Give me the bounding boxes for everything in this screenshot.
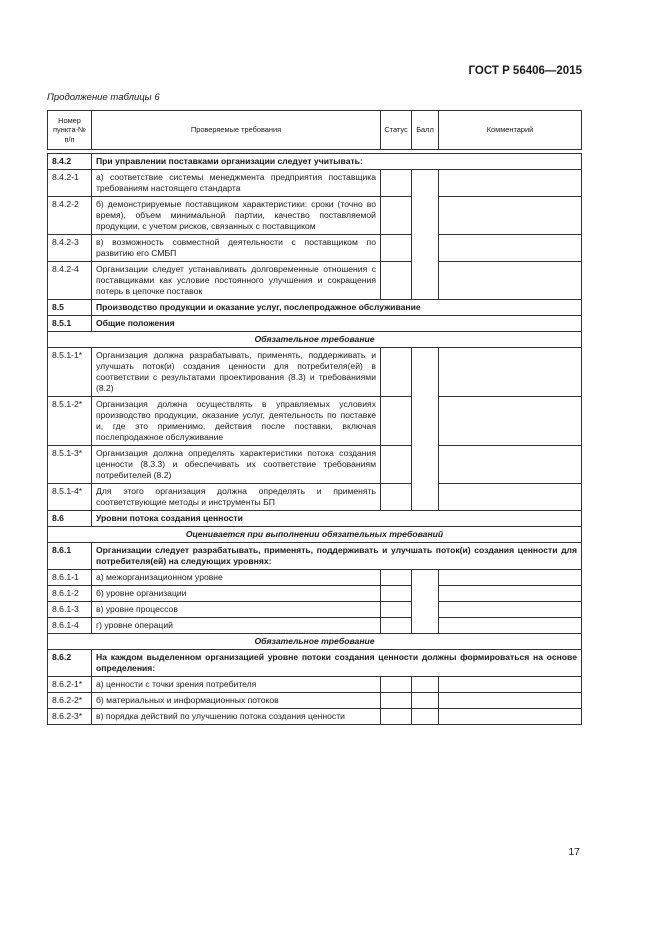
column-header-comments: Комментарий	[439, 111, 582, 150]
clause-number: 8.5.1-4*	[48, 484, 92, 511]
page-number: 17	[568, 846, 580, 858]
score-cell[interactable]	[412, 709, 439, 725]
table-row	[48, 586, 582, 602]
clause-number: 8.5.1	[48, 316, 92, 332]
status-cell[interactable]	[381, 618, 412, 634]
table-row	[48, 634, 582, 650]
comment-cell[interactable]	[439, 397, 582, 446]
clause-number: 8.5.1-2*	[48, 397, 92, 446]
table-row	[48, 602, 582, 618]
clause-number: 8.6.1-2	[48, 586, 92, 602]
requirement-text: б) уровне организации	[92, 586, 381, 602]
status-cell[interactable]	[381, 586, 412, 602]
score-cell[interactable]	[412, 348, 439, 511]
table-row	[48, 197, 582, 235]
clause-number: 8.6.1	[48, 543, 92, 570]
comment-cell[interactable]	[439, 348, 582, 397]
clause-number: 8.6.1-1	[48, 570, 92, 586]
clause-number: 8.4.2-1	[48, 170, 92, 197]
document-id: ГОСТ Р 56406—2015	[468, 65, 582, 77]
clause-number: 8.6.2-1*	[48, 677, 92, 693]
status-cell[interactable]	[381, 446, 412, 484]
status-cell[interactable]	[381, 397, 412, 446]
status-cell[interactable]	[381, 170, 412, 197]
clause-title: Организации следует разрабатывать, применять, поддерживать и улучшать поток(и) создания ценности для потребителя(ей) на следующих уровнях:	[92, 543, 582, 570]
requirement-text: а) соответствие системы менеджмента предприятия поставщика требованиям настоящего стандарта	[92, 170, 381, 197]
table-row	[48, 397, 582, 446]
table-row	[48, 618, 582, 634]
mandatory-requirement-label: Обязательное требование	[48, 332, 582, 348]
clause-title: Производство продукции и оказание услуг, послепродажное обслуживание	[92, 300, 582, 316]
status-cell[interactable]	[381, 348, 412, 397]
comment-cell[interactable]	[439, 197, 582, 235]
score-cell[interactable]	[412, 570, 439, 634]
table-row	[48, 511, 582, 527]
clause-number: 8.6.1-4	[48, 618, 92, 634]
table-row	[48, 332, 582, 348]
clause-number: 8.6	[48, 511, 92, 527]
table-row	[48, 316, 582, 332]
requirement-text: Организация должна осуществлять в управляемых условиях производство продукции, оказание услуг, деятельность по поставке и, где это применимо, действия после поставки, включая послепродажное обслуживание	[92, 397, 381, 446]
mandatory-requirement-label: Обязательное требование	[48, 634, 582, 650]
clause-number: 8.6.2-2*	[48, 693, 92, 709]
column-header-number: Номер пункта-№ п/п	[48, 111, 92, 150]
table-header-row	[48, 111, 582, 150]
table-row	[48, 235, 582, 262]
column-header-score: Балл	[412, 111, 439, 150]
clause-number: 8.4.2	[48, 154, 92, 170]
clause-number: 8.4.2-2	[48, 197, 92, 235]
comment-cell[interactable]	[439, 570, 582, 586]
clause-number: 8.6.2	[48, 650, 92, 677]
table-row	[48, 170, 582, 197]
comment-cell[interactable]	[439, 170, 582, 197]
requirement-text: Организация должна определять характеристики потока создания ценности (8.3.3) и обеспечивать их соответствие требованиям потребителей (8.2)	[92, 446, 381, 484]
comment-cell[interactable]	[439, 602, 582, 618]
table-row	[48, 446, 582, 484]
status-cell[interactable]	[381, 197, 412, 235]
comment-cell[interactable]	[439, 586, 582, 602]
clause-title: При управлении поставками организации следует учитывать:	[92, 154, 582, 170]
table-row	[48, 570, 582, 586]
clause-number: 8.4.2-3	[48, 235, 92, 262]
table-row	[48, 650, 582, 677]
requirement-text: Организации следует устанавливать долговременные отношения с поставщиками как условие постоянного улучшения и сокращения потерь в цепочке поставок	[92, 262, 381, 300]
comment-cell[interactable]	[439, 693, 582, 709]
comment-cell[interactable]	[439, 446, 582, 484]
status-cell[interactable]	[381, 570, 412, 586]
table-row	[48, 262, 582, 300]
status-cell[interactable]	[381, 235, 412, 262]
table-row	[48, 484, 582, 511]
requirement-text: в) уровне процессов	[92, 602, 381, 618]
requirement-text: в) порядка действий по улучшению потока создания ценности	[92, 709, 381, 725]
requirement-text: а) межорганизационном уровне	[92, 570, 381, 586]
requirement-text: Для этого организация должна определять и применять соответствующие методы и инструменты БП	[92, 484, 381, 511]
clause-number: 8.6.1-3	[48, 602, 92, 618]
table-row	[48, 348, 582, 397]
clause-number: 8.5.1-3*	[48, 446, 92, 484]
requirement-text: в) возможность совместной деятельности с поставщиком по развитию его СМБП	[92, 235, 381, 262]
table-row	[48, 677, 582, 693]
clause-title: Общие положения	[92, 316, 582, 332]
clause-number: 8.6.2-3*	[48, 709, 92, 725]
column-header-requirements: Проверяемые требования	[92, 111, 381, 150]
requirements-table	[47, 110, 582, 725]
clause-number: 8.5.1-1*	[48, 348, 92, 397]
requirement-text: б) материальных и информационных потоков	[92, 693, 381, 709]
table-row	[48, 693, 582, 709]
clause-title: Уровни потока создания ценности	[92, 511, 582, 527]
evaluated-condition-label: Оценивается при выполнении обязательных требований	[48, 527, 582, 543]
column-header-status: Статус	[381, 111, 412, 150]
score-cell[interactable]	[412, 170, 439, 300]
status-cell[interactable]	[381, 709, 412, 725]
table-row	[48, 527, 582, 543]
requirement-text: Организация должна разрабатывать, применять, поддерживать и улучшать поток(и) создания ценности для потребителя(ей) в соответствии с результатами проектирования (8.3) и требованиями (8.2)	[92, 348, 381, 397]
requirement-text: г) уровне операций	[92, 618, 381, 634]
clause-title: На каждом выделенном организацией уровне потоки создания ценности должны формироваться на основе определения:	[92, 650, 582, 677]
comment-cell[interactable]	[439, 709, 582, 725]
clause-number: 8.5	[48, 300, 92, 316]
comment-cell[interactable]	[439, 484, 582, 511]
status-cell[interactable]	[381, 602, 412, 618]
comment-cell[interactable]	[439, 618, 582, 634]
table-continuation-caption: Продолжение таблицы 6	[47, 92, 160, 103]
status-cell[interactable]	[381, 677, 412, 693]
score-cell[interactable]	[412, 693, 439, 709]
score-cell[interactable]	[412, 677, 439, 693]
status-cell[interactable]	[381, 262, 412, 300]
clause-number: 8.4.2-4	[48, 262, 92, 300]
comment-cell[interactable]	[439, 235, 582, 262]
status-cell[interactable]	[381, 484, 412, 511]
table-row	[48, 300, 582, 316]
status-cell[interactable]	[381, 693, 412, 709]
comment-cell[interactable]	[439, 677, 582, 693]
table-row	[48, 543, 582, 570]
requirement-text: а) ценности с точки зрения потребителя	[92, 677, 381, 693]
table-row	[48, 709, 582, 725]
table-row	[48, 154, 582, 170]
comment-cell[interactable]	[439, 262, 582, 300]
requirement-text: б) демонстрируемые поставщиком характеристики: сроки (точно во время), объем минимальной партии, качество поставляемой продукции, с учетом рисков, связанных с поставщиком	[92, 197, 381, 235]
